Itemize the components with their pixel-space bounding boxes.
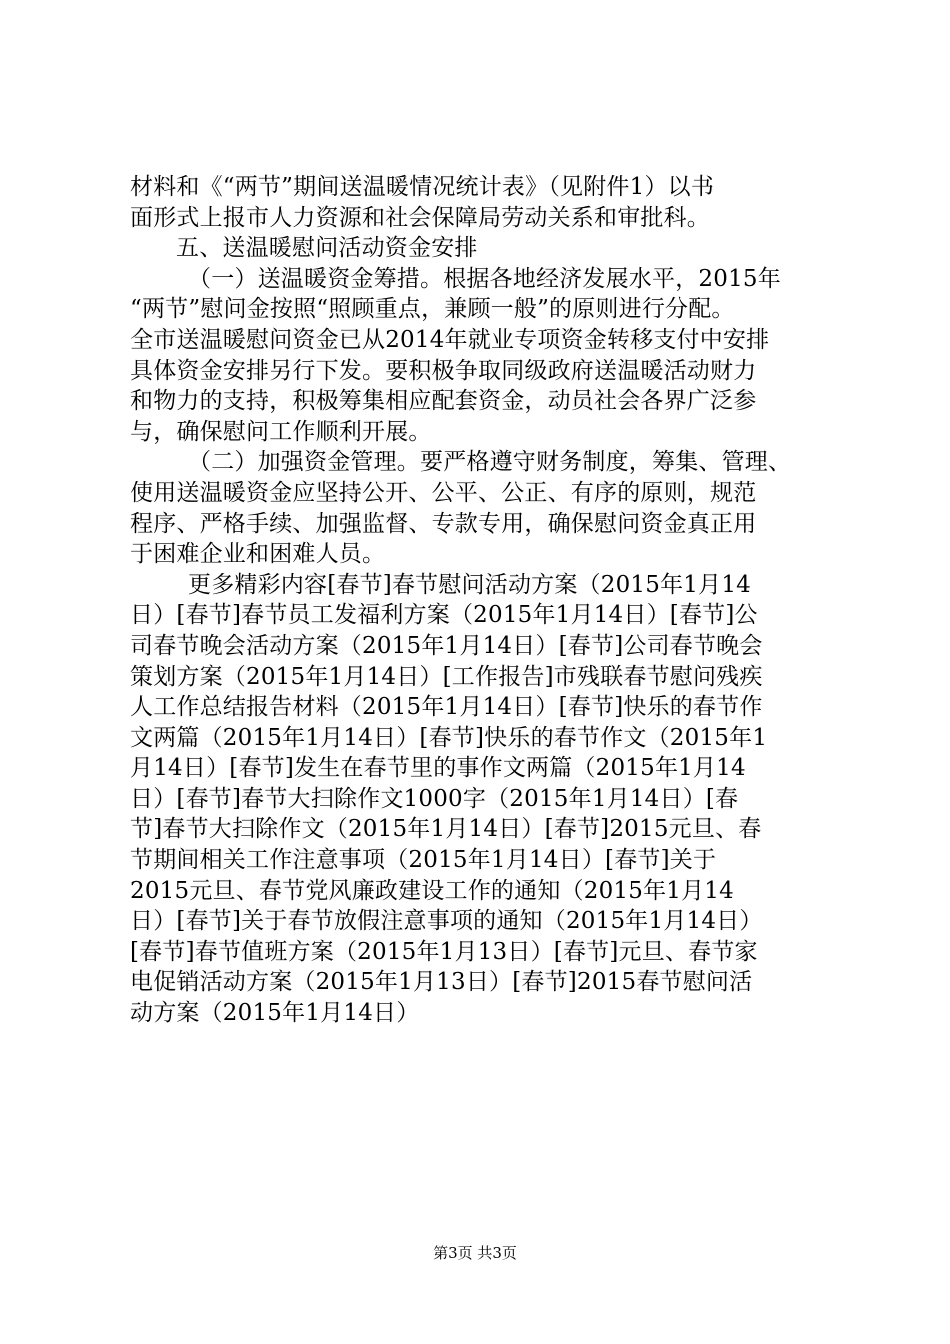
text-line: 使用送温暖资金应坚持公开、公平、公正、有序的原则，规范 — [130, 479, 757, 506]
text-line: 更多精彩内容[春节]春节慰问活动方案（2015年1月14 — [188, 571, 751, 598]
text-line: 2015元旦、春节党风廉政建设工作的通知（2015年1月14 — [130, 877, 734, 904]
text-line: 动方案（2015年1月14日） — [130, 1000, 420, 1027]
text-line: 日）[春节]春节员工发福利方案（2015年1月14日）[春节]公 — [130, 602, 758, 629]
text-line: 策划方案（2015年1月14日）[工作报告]市残联春节慰问残疾 — [130, 663, 763, 690]
text-line: [春节]春节值班方案（2015年1月13日）[春节]元旦、春节家 — [130, 938, 758, 965]
text-line: 全市送温暖慰问资金已从2014年就业专项资金转移支付中安排 — [130, 326, 770, 353]
text-line: 和物力的支持，积极筹集相应配套资金，动员社会各界广泛参 — [130, 388, 757, 415]
text-line: 具体资金安排另行下发。要积极争取同级政府送温暖活动财力 — [130, 357, 757, 384]
text-line: “两节”慰问金按照“照顾重点，兼顾一般”的原则进行分配。 — [130, 296, 735, 323]
text-line: 材料和《“两节”期间送温暖情况统计表》（见附件1）以书 — [130, 174, 715, 200]
text-line: 文两篇（2015年1月14日）[春节]快乐的春节作文（2015年1 — [130, 724, 768, 751]
text-line: 日）[春节]春节大扫除作文1000字（2015年1月14日）[春 — [130, 785, 739, 812]
text-line: 节]春节大扫除作文（2015年1月14日）[春节]2015元旦、春 — [130, 816, 762, 843]
text-line: 于困难企业和困难人员。 — [130, 541, 386, 568]
text-line: 月14日）[春节]发生在春节里的事作文两篇（2015年1月14 — [130, 755, 746, 782]
text-line: 节期间相关工作注意事项（2015年1月14日）[春节]关于 — [130, 847, 717, 874]
document-body — [130, 172, 835, 1029]
text-line: 人工作总结报告材料（2015年1月14日）[春节]快乐的春节作 — [130, 694, 763, 721]
page-number-footer: 第3页 共3页 — [433, 1244, 517, 1262]
text-line: （一）送温暖资金筹措。根据各地经济发展水平，2015年 — [188, 265, 781, 292]
text-line: 电促销活动方案（2015年1月13日）[春节]2015春节慰问活 — [130, 969, 753, 996]
text-line: （二）加强资金管理。要严格遵守财务制度，筹集、管理、 — [188, 449, 792, 476]
section-heading: 五、送温暖慰问活动资金安排 — [176, 235, 478, 262]
text-line: 司春节晚会活动方案（2015年1月14日）[春节]公司春节晚会 — [130, 632, 763, 659]
text-line: 与，确保慰问工作顺利开展。 — [130, 418, 432, 445]
text-line: 面形式上报市人力资源和社会保障局劳动关系和审批科。 — [130, 204, 710, 231]
text-line: 日）[春节]关于春节放假注意事项的通知（2015年1月14日） — [130, 908, 763, 935]
text-line: 程序、严格手续、加强监督、专款专用，确保慰问资金真正用 — [130, 510, 757, 537]
